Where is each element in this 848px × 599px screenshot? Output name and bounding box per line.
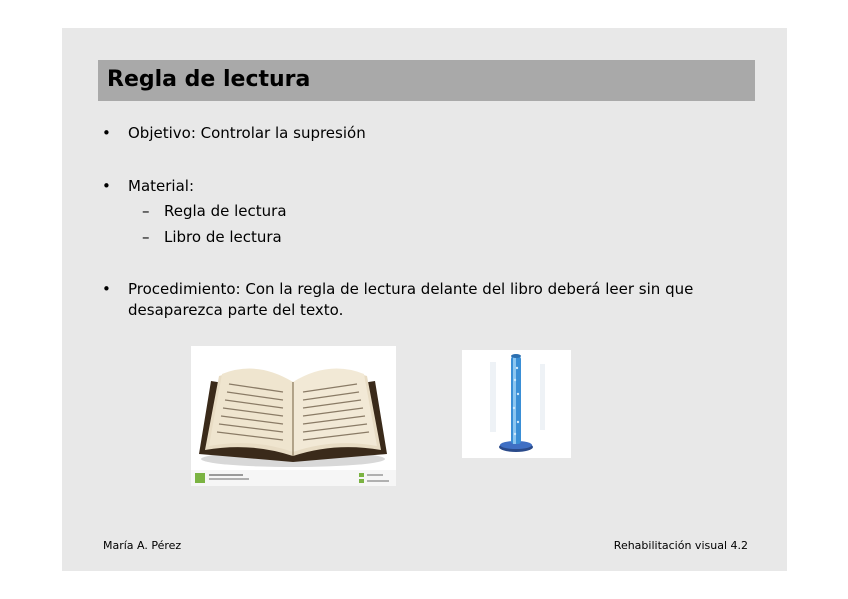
title-bar [98, 60, 755, 101]
sub-text: Regla de lectura [164, 202, 287, 220]
footer-author: María A. Pérez [103, 539, 182, 552]
bullet-dot: • [102, 280, 111, 298]
book-icon [191, 346, 396, 486]
bullet-text: Material: [128, 177, 194, 195]
bullet-dot: • [102, 177, 111, 195]
slide-title: Regla de lectura [107, 67, 311, 92]
bullet-dot: • [102, 124, 111, 142]
bullet-text: Procedimiento: Con la regla de lectura delante del libro deberá leer sin que desaparezca parte del texto. [128, 280, 694, 319]
sub-dash: – [142, 202, 150, 220]
bullet-text: Objetivo: Controlar la supresión [128, 124, 366, 142]
sub-text: Libro de lectura [164, 228, 282, 246]
ruler-icon [462, 350, 571, 458]
footer-course: Rehabilitación visual 4.2 [613, 539, 748, 552]
slide [62, 28, 787, 571]
open-book-image [191, 346, 396, 486]
reading-ruler-image [462, 350, 571, 458]
sub-dash: – [142, 228, 150, 246]
